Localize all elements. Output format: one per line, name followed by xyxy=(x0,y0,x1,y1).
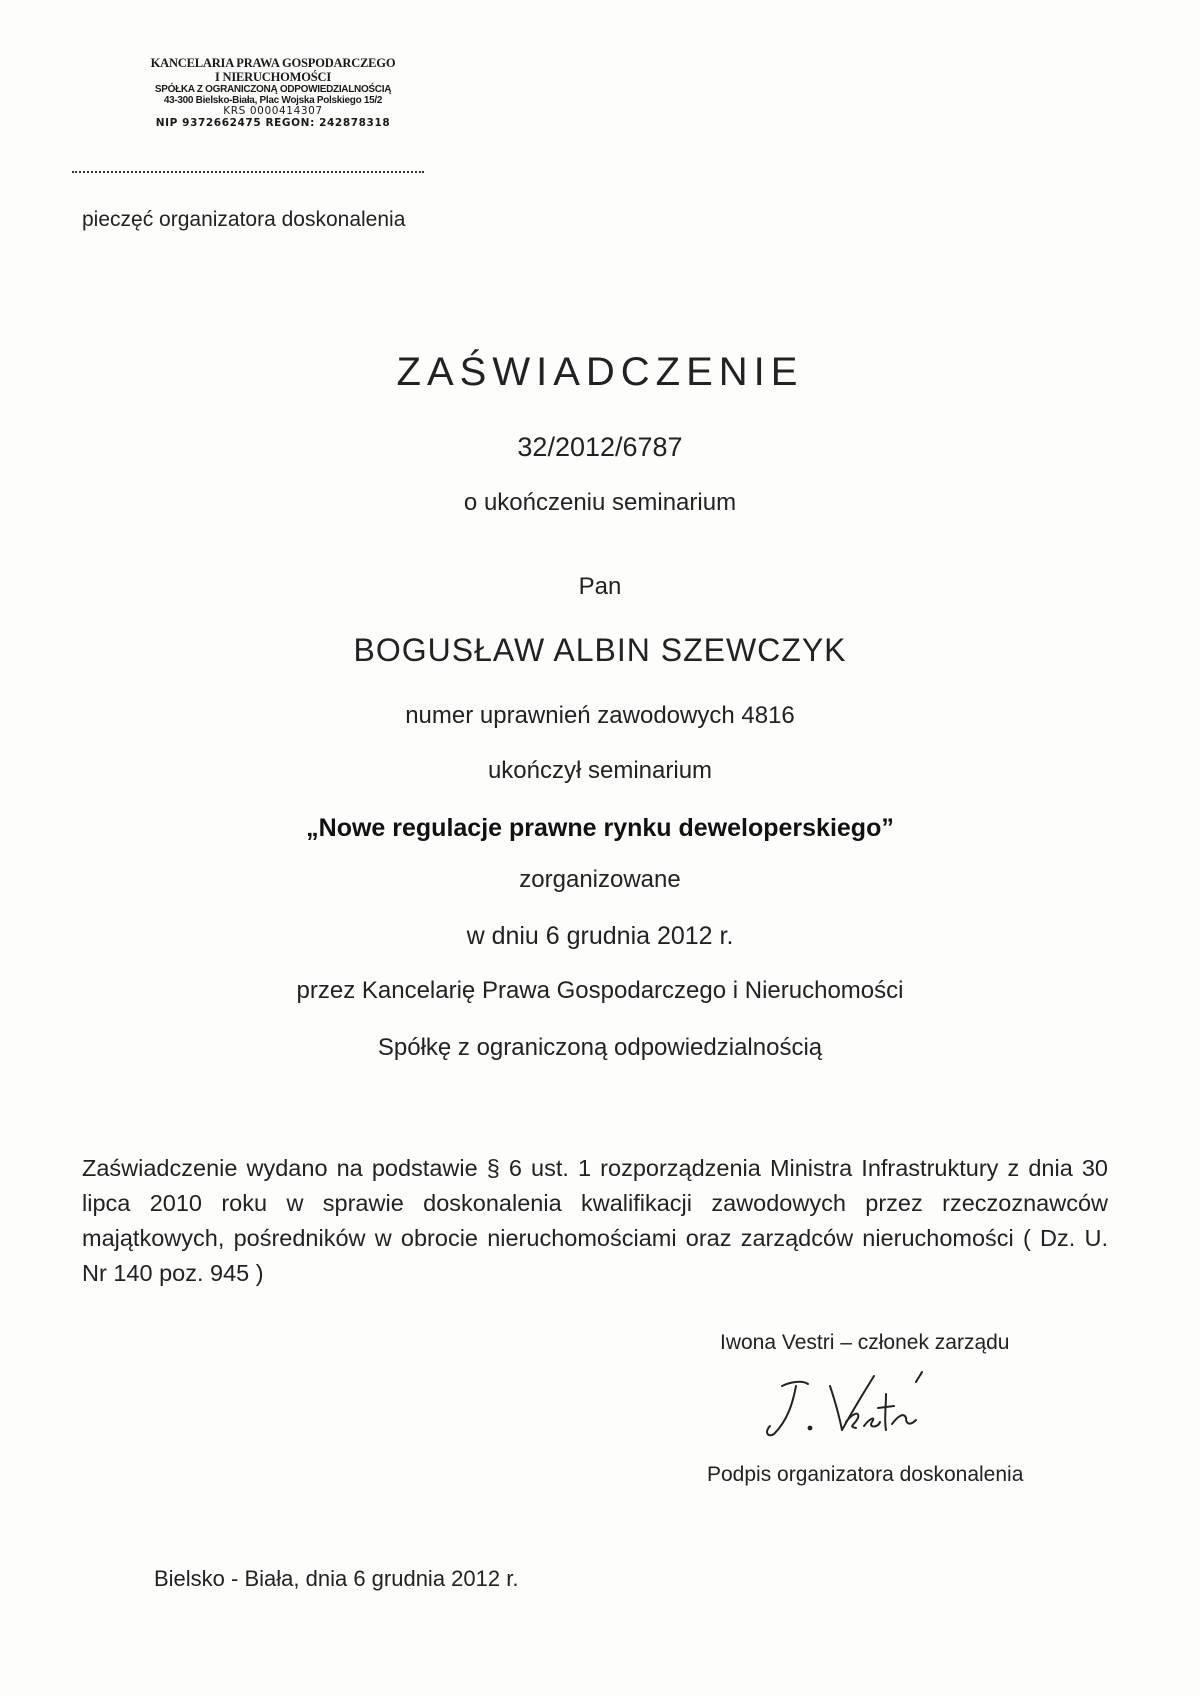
organizer-line-1: przez Kancelarię Prawa Gospodarczego i Nieruchomości xyxy=(296,977,904,1004)
seminar-date: w dniu 6 grudnia 2012 r. xyxy=(466,922,734,950)
stamp-dotted-line xyxy=(72,167,424,173)
signature-caption: Podpis organizatora doskonalenia xyxy=(707,1463,1024,1486)
certificate-number: 32/2012/6787 xyxy=(517,432,683,462)
signer-name: Iwona Vestri – członek zarządu xyxy=(720,1331,1010,1354)
document-subtitle: o ukończeniu seminarium xyxy=(463,489,737,516)
handwritten-signature xyxy=(760,1364,950,1444)
organized-text: zorganizowane xyxy=(519,866,681,893)
stamp-legal-form: SPÓŁKA Z OGRANICZONĄ ODPOWIEDZIALNOŚCIĄ xyxy=(154,84,392,95)
legal-basis-paragraph: Zaświadczenie wydano na podstawie § 6 ust. 1 rozporządzenia Ministra Infrastruktury z dnia 30 lipca 2010 roku w sprawie doskonalenia kwalifikacji zawodowych przez rzeczoznawców majątkowych, pośredników w obrocie nieruchomościami oraz zarządców nieruchomości ( Dz. U. Nr 140 poz. 945 ) xyxy=(82,1155,1108,1286)
stamp-company-name-cont: I NIERUCHOMOŚCI xyxy=(214,70,332,84)
stamp-company-name: KANCELARIA PRAWA GOSPODARCZEGO xyxy=(150,56,396,70)
salutation: Pan xyxy=(578,573,622,600)
company-stamp xyxy=(128,56,418,130)
recipient-name: BOGUSŁAW ALBIN SZEWCZYK xyxy=(353,632,847,668)
organizer-line-2: Spółkę z ograniczoną odpowiedzialnością xyxy=(377,1034,823,1061)
completion-text: ukończył seminarium xyxy=(487,757,713,784)
stamp-nip-regon: NIP 9372662475 REGON: 242878318 xyxy=(155,117,391,130)
stamp-caption: pieczęć organizatora doskonalenia xyxy=(82,208,406,231)
stamp-krs: KRS 0000414307 xyxy=(223,105,323,118)
license-number: numer uprawnień zawodowych 4816 xyxy=(405,702,795,729)
seminar-title: „Nowe regulacje prawne rynku deweloperskiego” xyxy=(306,814,894,842)
stamp-address: 43-300 Bielsko-Biała, Plac Wojska Polskiego 15/2 xyxy=(163,95,383,107)
document-title: ZAŚWIADCZENIE xyxy=(396,350,804,394)
place-and-date: Bielsko - Biała, dnia 6 grudnia 2012 r. xyxy=(154,1566,519,1591)
